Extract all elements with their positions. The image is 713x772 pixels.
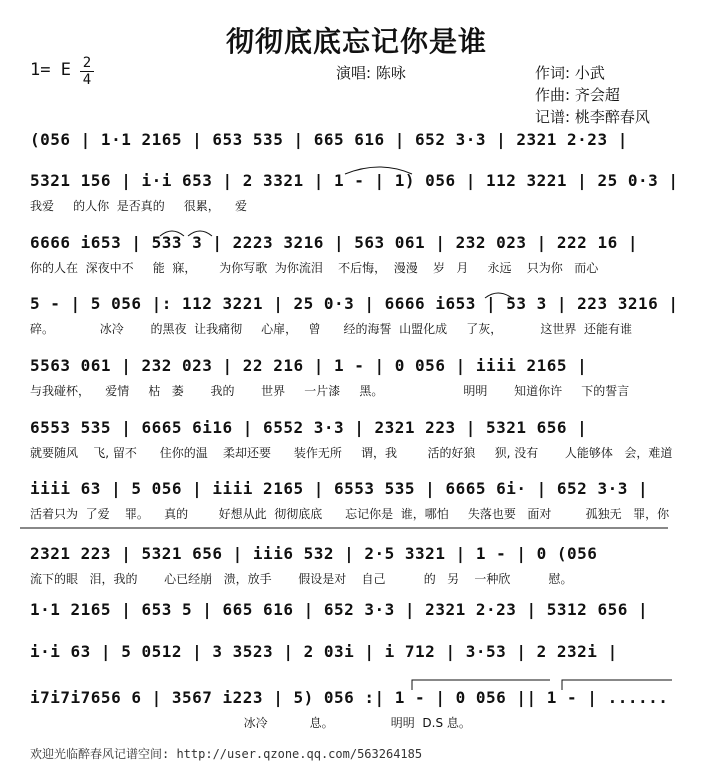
lyrics-line: 你的人在 深夜中不 能 寐， 为你写歌 为你流泪 不后悔， 漫漫 岁 月 永远 只为你 而心 bbox=[30, 261, 599, 275]
lyrics-line: 就要随风 飞, 留不 住你的温 柔却还要 装作无所 谓，我 活的好狼 狈, 没有 人能够体 会，难道 bbox=[30, 446, 673, 460]
notation-line: i·i 63 | 5 0512 | 3 3523 | 2 03i | i 712 | 3·53 | 2 232i | bbox=[30, 642, 618, 661]
lyrics-line: 活着只为 了爱 罪。 真的 好想从此 彻彻底底 忘记你是 谁，哪怕 失落也要 面对 孤独无 罪，你 bbox=[30, 507, 670, 521]
time-signature-bottom: 4 bbox=[82, 72, 92, 88]
lyrics-line: 碎。 冰冷 的黑夜 让我痛彻 心扉， 曾 经的海誓 山盟化成 了灰， 这世界 还能有谁 bbox=[30, 322, 632, 336]
lyricist-credit: 作词: 小武 bbox=[535, 64, 605, 82]
notation-line: 2321 223 | 5321 656 | iii6 532 | 2·5 3321 | 1 - | 0 (056 bbox=[30, 544, 598, 563]
notation-line: 6553 535 | 6665 6i16 | 6552 3·3 | 2321 223 | 5321 656 | bbox=[30, 418, 588, 437]
time-signature bbox=[80, 56, 94, 87]
singer-credit: 演唱: 陈咏 bbox=[336, 64, 406, 82]
key-signature: 1= E bbox=[30, 60, 71, 80]
notation-line: 5563 061 | 232 023 | 22 216 | 1 - | 0 056 | iiii 2165 | bbox=[30, 356, 588, 375]
score-row bbox=[30, 171, 680, 237]
song-title: 彻彻底底忘记你是谁 bbox=[225, 25, 487, 58]
notation-line: iiii 63 | 5 056 | iiii 2165 | 6553 535 | 6665 6i· | 652 3·3 | bbox=[30, 479, 649, 498]
lyrics-line: 与我碰杯， 爱情 枯 萎 我的 世界 一片漆 黑。 明明 知道你许 下的誓言 bbox=[30, 384, 630, 398]
score-row bbox=[30, 479, 680, 545]
notation-line: 1·1 2165 | 653 5 | 665 616 | 652 3·3 | 2321 2·23 | 5312 656 | bbox=[30, 600, 649, 619]
time-signature-top: 2 bbox=[82, 55, 92, 71]
lyrics-line: 流下的眼 泪，我的 心已经崩 溃，放手 假设是对 自己 的 另 一种欣 慰。 bbox=[30, 572, 573, 586]
score-row bbox=[30, 356, 680, 422]
notation-line: 5321 156 | i·i 653 | 2 3321 | 1 - | 1) 056 | 112 3221 | 25 0·3 | bbox=[30, 171, 679, 190]
lyrics-line: 我爱 的人你 是否真的 很累， 爱 bbox=[30, 199, 248, 213]
notation-line: 5 - | 5 056 |: 112 3221 | 25 0·3 | 6666 i653 | 53 3 | 223 3216 | bbox=[30, 294, 679, 313]
score-row bbox=[30, 418, 680, 484]
transcriber-credit: 记谱: 桃李醉春风 bbox=[535, 108, 650, 126]
notation-line: i7i7i7656 6 | 3567 i223 | 5) 056 :| 1 - | 0 056 || 1 - | ...... bbox=[30, 688, 669, 707]
notation-line: (056 | 1·1 2165 | 653 535 | 665 616 | 652 3·3 | 2321 2·23 | bbox=[30, 130, 628, 149]
footer-credit: 欢迎光临醉春风记谱空间: http://user.qzone.qq.com/563264185 bbox=[30, 747, 423, 761]
composer-credit: 作曲: 齐会超 bbox=[535, 86, 620, 104]
notation-line: 6666 i653 | 533 3 | 2223 3216 | 563 061 | 232 023 | 222 16 | bbox=[30, 233, 638, 252]
score-row bbox=[30, 233, 680, 299]
lyrics-line: 冰冷 息。 明明 D.S 息。 bbox=[30, 716, 471, 730]
score-row bbox=[30, 294, 680, 360]
